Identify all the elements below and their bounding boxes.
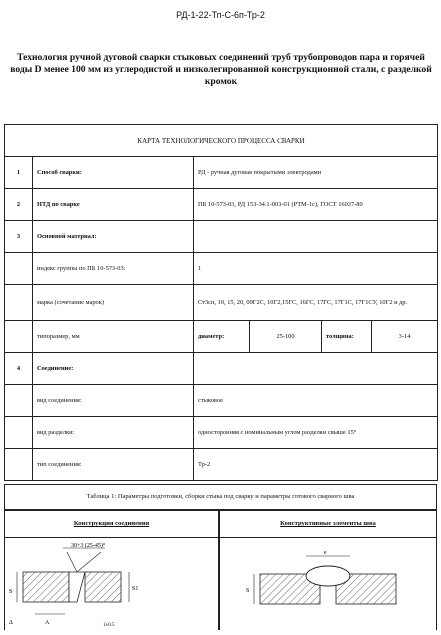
document-title: Технология ручной дуговой сварки стыковых соединений труб трубопроводов пара и горячей воды D менее 100 мм из углеродистой и низколегированной конструкционной стали, с разделкой кромок <box>10 52 432 87</box>
joint-type-value: Тр-2 <box>194 449 438 481</box>
s-label-right: S <box>246 588 250 594</box>
joint-kind-value: стыковое <box>194 385 438 417</box>
blank-cell <box>5 321 33 353</box>
gap-label: 1±0.5 <box>103 623 115 628</box>
weld-bead <box>306 566 350 586</box>
a-label: A <box>45 620 50 626</box>
joint-construction-drawing <box>4 538 219 630</box>
joint-kind-label: вид соединения: <box>33 385 194 417</box>
blank-cell <box>5 285 33 321</box>
group-index-value: 1 <box>194 253 438 285</box>
row-num-2: 2 <box>5 189 33 221</box>
joint-value <box>194 353 438 385</box>
left-plate <box>23 572 69 602</box>
diameter-label: диаметр: <box>194 321 250 353</box>
steel-grade-value: Ст3сп, 10, 15, 20, 09Г2С, 10Г2,15ГС, 16ГС, 17ГС, 17Г1С, 17Г1СУ, 10Г2 и др. <box>194 285 438 321</box>
welding-method-label: Способ сварки: <box>33 157 194 189</box>
base-material-label: Основной материал: <box>33 221 194 253</box>
diameter-value: 25-100 <box>250 321 322 353</box>
joint-label: Соединение: <box>33 353 194 385</box>
welding-method-value: РД - ручная дуговая покрытыми электродами <box>194 157 438 189</box>
right-plate <box>85 572 121 602</box>
joint-type-label: тип соединения: <box>33 449 194 481</box>
s1-label: S1 <box>132 586 139 592</box>
table1-caption: Таблица 1: Параметры подготовки, сборки стыка под сварку и параметры готового сварного шва <box>4 484 437 510</box>
size-label: типоразмер, мм <box>33 321 194 353</box>
weld-elements-header: Конструктивные элементы шва <box>219 510 437 538</box>
groove <box>69 572 85 602</box>
weld-elements-drawing <box>219 538 437 630</box>
ntd-label: НТД по сварке <box>33 189 194 221</box>
blank-cell <box>5 449 33 481</box>
e-label: e <box>324 550 327 556</box>
ntd-value: ПБ 10-573-03, РД 153-34.1-003-01 (РТМ-1с), ГОСТ 16037-80 <box>194 189 438 221</box>
row-num-1: 1 <box>5 157 33 189</box>
base-material-value <box>194 221 438 253</box>
blank-cell <box>5 253 33 285</box>
card-header: КАРТА ТЕХНОЛОГИЧЕСКОГО ПРОЦЕССА СВАРКИ <box>5 125 438 157</box>
row-num-3: 3 <box>5 221 33 253</box>
group-index-label: индекс группы по ПБ 10-573-03: <box>33 253 194 285</box>
process-card-table <box>4 124 438 481</box>
row-num-4: 4 <box>5 353 33 385</box>
blank-cell <box>5 417 33 449</box>
delta-label: Δ <box>9 620 13 626</box>
blank-cell <box>5 385 33 417</box>
joint-construction-header: Конструкция соединения <box>4 510 219 538</box>
weld-drawing-svg <box>220 538 436 630</box>
s-label: S <box>9 589 13 595</box>
steel-grade-label: марка (сочетание марок) <box>33 285 194 321</box>
groove-kind-label: вид разделки: <box>33 417 194 449</box>
thickness-value: 3-14 <box>372 321 438 353</box>
thickness-label: толщина: <box>322 321 372 353</box>
groove-kind-value: односторонняя с номинальным углом разделки свыше 15° <box>194 417 438 449</box>
document-code: РД-1-22-Тп-С-6п-Тр-2 <box>176 10 265 20</box>
joint-drawing-svg <box>5 538 218 630</box>
angle-label: 30+3 (25-45)° <box>71 543 106 549</box>
